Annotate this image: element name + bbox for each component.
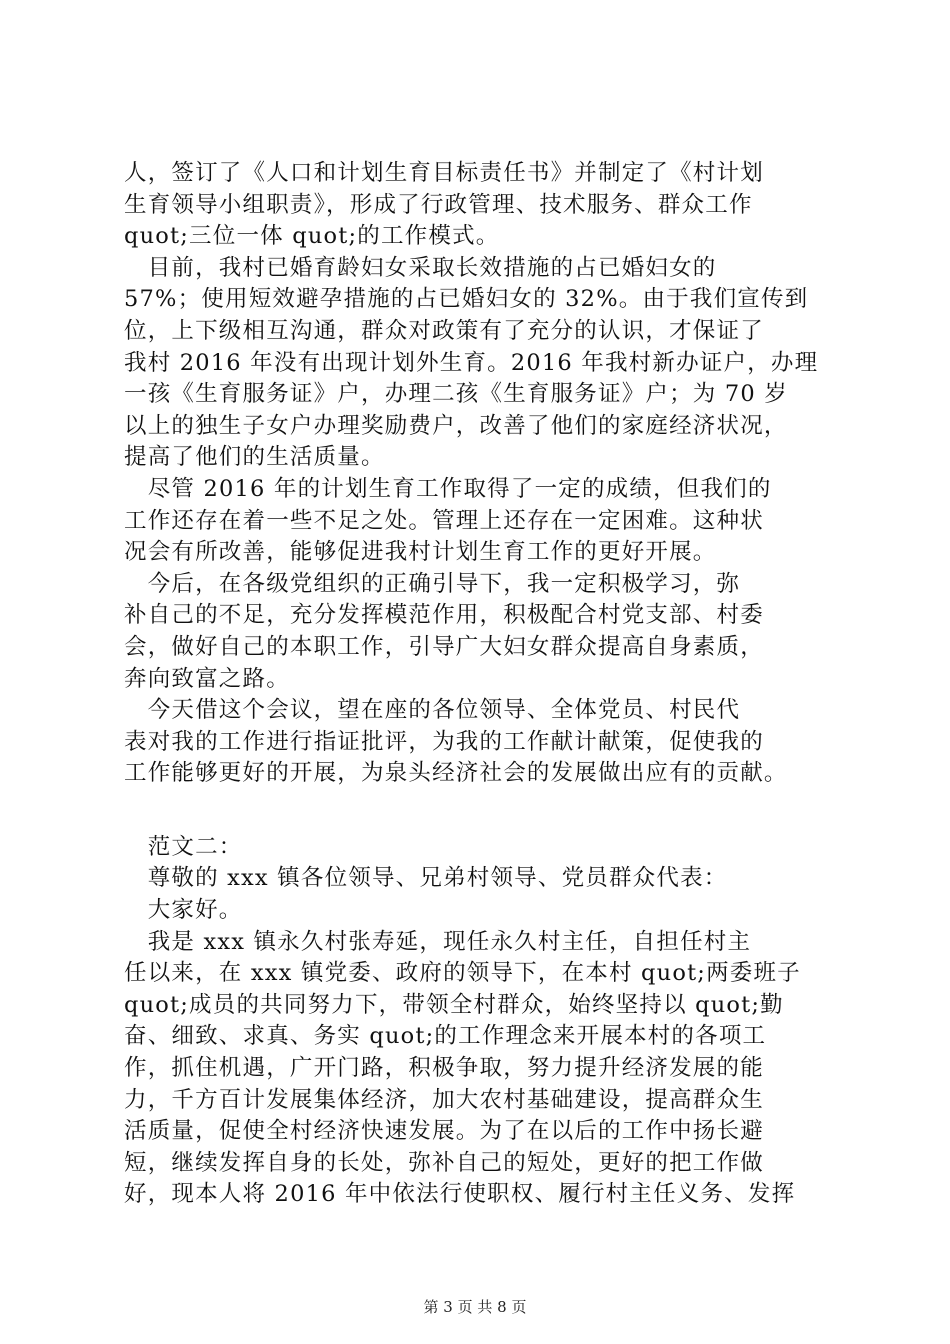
text-line: 工作能够更好的开展，为泉头经济社会的发展做出应有的贡献。 [124,760,788,787]
text-line: 以上的独生子女户办理奖励费户，改善了他们的家庭经济状况， [124,412,788,439]
text-line: 一孩《生育服务证》户，办理二孩《生育服务证》户；为 70 岁 [124,381,788,408]
paragraph-block-2 [124,832,834,1211]
text-line: 会，做好自己的本职工作，引导广大妇女群众提高自身素质， [124,633,764,660]
text-line: 好，现本人将 2016 年中依法行使职权、履行村主任义务、发挥 [124,1181,796,1208]
text-line: 提高了他们的生活质量。 [124,444,385,471]
text-line: 目前，我村已婚育龄妇女采取长效措施的占已婚妇女的 [124,254,717,281]
paragraph-block-1 [124,158,834,790]
text-line: 人，签订了《人口和计划生育目标责任书》并制定了《村计划 [124,160,764,186]
text-line: 大家好。 [124,897,243,924]
text-line: 力，千方百计发展集体经济，加大农村基础建设，提高群众生 [124,1086,764,1113]
text-line: 表对我的工作进行指证批评，为我的工作献计献策，促使我的 [124,728,764,755]
text-line: 作，抓住机遇，广开门路，积极争取，努力提升经济发展的能 [124,1055,764,1082]
text-line: quot;三位一体 quot;的工作模式。 [124,223,500,250]
text-line: 任以来，在 xxx 镇党委、政府的领导下，在本村 quot;两委班子 [124,960,801,987]
text-line: 今天借这个会议，望在座的各位领导、全体党员、村民代 [124,697,741,724]
text-line: 我村 2016 年没有出现计划外生育。2016 年我村新办证户，办理 [124,349,819,376]
text-line: 工作还存在着一些不足之处。管理上还存在一定困难。这种状 [124,507,764,534]
text-line: 活质量，促使全村经济快速发展。为了在以后的工作中扬长避 [124,1118,764,1145]
text-line: 我是 xxx 镇永久村张寿延，现任永久村主任，自担任村主 [124,928,752,955]
text-line: 今后，在各级党组织的正确引导下，我一定积极学习，弥 [124,570,741,597]
text-line: 补自己的不足，充分发挥模范作用，积极配合村党支部、村委 [124,602,764,629]
text-line: quot;成员的共同努力下，带领全村群众，始终坚持以 quot;勤 [124,991,784,1018]
text-line: 况会有所改善，能够促进我村计划生育工作的更好开展。 [124,539,717,566]
page-footer: 第 3 页 共 8 页 [423,1298,527,1316]
text-line: 生育领导小组职责》，形成了行政管理、技术服务、群众工作 [124,191,753,218]
text-line: 尊敬的 xxx 镇各位领导、兄弟村领导、党员群众代表： [124,865,728,892]
text-line: 奔向致富之路。 [124,665,290,692]
text-line: 尽管 2016 年的计划生育工作取得了一定的成绩，但我们的 [124,475,772,502]
text-line: 短，继续发挥自身的长处，弥补自己的短处，更好的把工作做 [124,1149,764,1176]
text-line: 位，上下级相互沟通，群众对政策有了充分的认识，才保证了 [124,317,764,344]
text-line: 范文二： [124,833,243,860]
text-line: 奋、细致、求真、务实 quot;的工作理念来开展本村的各项工 [124,1023,767,1050]
paragraph-gap [124,790,834,832]
document-body [124,158,834,1211]
text-line: 57%；使用短效避孕措施的占已婚妇女的 32%。由于我们宣传到 [124,286,809,313]
